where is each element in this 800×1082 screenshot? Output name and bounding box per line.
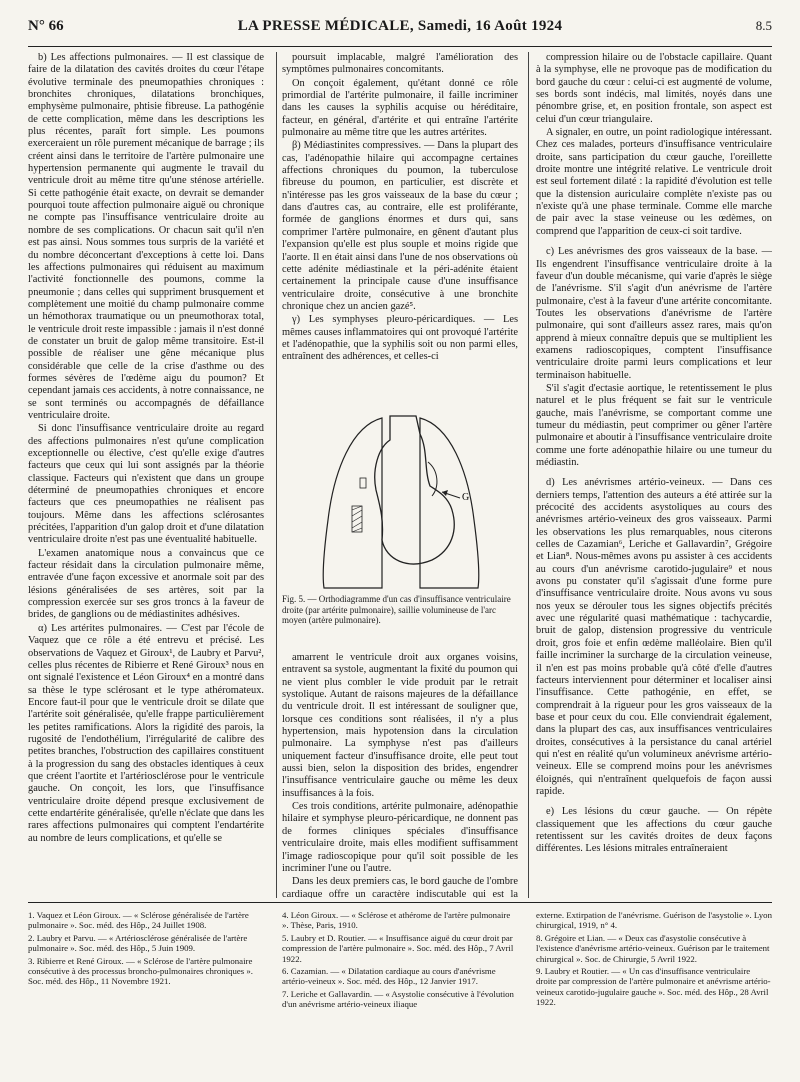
paragraph: α) Les artérites pulmonaires. — C'est par l'école de Vaquez que ce rôle a été entrevu et précisé. Les observations de Vaquez et Giroux¹, de Laubry et Parvu², celles plus récentes de Ribierre et René Giroux³ nous en ont signalé l'existence et Léon Giroux⁴ en a montré dans sa thèse le type sclérosant et le type athéromateux. Encore faut-il pour que le ventricule droit se dilate que l'artérite soit généralisée, qu'elle frappe particulièrement les petites ramifications. Alors la rigidité des parois, la rugosité de l'endothélium, l'irrégularité de calibre des petites branches, l'obstruction des capillaires constituent à la progression du sang des obstacles identiques à ceux que créent l'aortite et l'artériosclérose pour le ventricule gauche. On conçoit, les lors, que l'insuffisance ventriculaire droite dépend presque exclusivement de cette endartérite généralisée, qu'elle n'éclate que dans les rares affections pulmonaires qui comptent l'endartérite au nombre de leurs complications, et qu'elle se — [28, 622, 264, 844]
page-reference: 8.5 — [755, 18, 772, 33]
cardiac-shadow — [375, 416, 454, 564]
footnote: 8. Grégoire et Lian. — « Deux cas d'asystolie consécutive à l'existence d'anévrisme artério-veineux. Guérison par le traitement chirurgical ». Soc. de Chirurgie, 5 Avril 1922. — [536, 932, 770, 964]
label-g: G — [462, 492, 470, 503]
figure-caption: Fig. 5. — Orthodiagramme d'un cas d'insuffisance ventriculaire droite (par artérite pulmonaire), saillie volumineuse de l'arc moyen (artère pulmonaire). — [282, 594, 511, 625]
paragraph: γ) Les symphyses pleuro-péricardiques. — Les mêmes causes inflammatoires qui ont provoqué l'artérite et l'adénopathie, que la syphilis soit ou non parmi elles, entraînent des adhérences, et celles-ci — [282, 314, 518, 363]
paragraph: On conçoit également, qu'étant donné ce rôle primordial de l'artérite pulmonaire, il faille incriminer dans les causes la syphilis acquise ou héréditaire, facteur, en général, d'artérite et qui entraîne l'artérite pulmonaire au même titre que les autres artérites. — [282, 77, 518, 139]
figure-5 — [282, 410, 518, 648]
footnotes-column-3 — [536, 910, 772, 1010]
paragraph: e) Les lésions du cœur gauche. — On répète classiquement que les affections du cœur gauche retentissent sur les cavités droites de deux façons différentes. Les lésions mitrales entraîneraient — [536, 806, 772, 855]
footnote: externe. Extirpation de l'anévrisme. Guérison de l'asystolie ». Lyon chirurgical, 1919, n° 4. — [536, 910, 772, 931]
footnotes-column-2 — [282, 910, 518, 1012]
paragraph: b) Les affections pulmonaires. — Il est classique de faire de la dilatation des cavités droites du cœur l'étape évolutive terminale des pneumopathies chroniques : bronchites chroniques, dilatations bronchiques, emphysème pulmonaire, phtisie fibreuse. La pathogénie de cette complication, même dans les descriptions les plus récentes, paraît fort simple. Les poumons exerceraient un rôle purement mécanique de barrage ; ils créent ainsi dans le territoire de l'artère pulmonaire une hypertension permanente qui augmente le travail du ventricule droit au même titre qu'une sténose artérielle. Si cette pathogénie était exacte, on devrait se demander pourquoi toute affection pulmonaire aiguë ou chronique ne compte pas l'insuffisance ventriculaire droite au nombre de ses complications. Or chacun sait qu'il n'en est pas ainsi. Nous sommes tous surpris de la variété et du nombre déconcertant d'exceptions à cette loi. Dans les affections pulmonaires qui réduisent au maximum l'activité fonctionnelle des poumons, comme la pneumonie ; dans celles qui suppriment brusquement et complètement une moitié du champ pulmonaire comme un hémothorax traumatique ou un pneumothorax total, le ventricule droit reste impassible : jamais il n'est donné de constater un bruit de galop même transitoire. Est-il possible de réaliser une gêne mécanique plus considérable que celle de la crise d'asthme ou des formes sévères de l'œdème aigu du poumon? Et cependant jamais ces accidents, à notre connaissance, ne se sont terminés ou accompagnés de défaillance ventriculaire droite. — [28, 52, 264, 421]
paragraph: Ces trois conditions, artérite pulmonaire, adénopathie hilaire et symphyse pleuro-péricardique, ne donnent pas de formes cliniques spéciales d'insuffisance ventriculaire droite, mais elles modifient suffisamment l'image radioscopique pour qu'il soit possible de les incriminer l'une ou l'autre. — [282, 801, 518, 874]
left-lung-outline — [323, 418, 382, 588]
footnote: 5. Laubry et D. Routier. — « Insuffisance aiguë du cœur droit par compression de l'artère pulmonaire ». Soc. méd. des Hôp., 7 Avril 1922. — [282, 932, 514, 964]
paragraph: A signaler, en outre, un point radiologique intéressant. Chez ces malades, porteurs d'insuffisance ventriculaire droite, sans participation du cœur gauche, l'oreillette droite montre une intégrité relative. Le ventricule droit est seul fortement dilaté : la rapidité d'évolution est telle que la distension auriculaire complète n'existe pas ou n'existe qu'à une phase terminale. Comme elle marche de pair avec la stase veineuse ou les œdèmes, on comprend que l'apparition de ceux-ci soit tardive. — [536, 127, 772, 237]
paragraph: Dans les deux premiers cas, le bord gauche de l'ombre cardiaque offre un caractère indiscutable qui est la — [282, 876, 518, 898]
footnote: 7. Leriche et Gallavardin. — « Asystolie consécutive à l'évolution d'un anévrisme artério-veineux iliaque — [282, 988, 514, 1010]
column-2-bottom — [282, 652, 518, 898]
hilar-shadow — [360, 478, 366, 488]
column-divider — [528, 52, 529, 898]
paragraph: c) Les anévrismes des gros vaisseaux de la base. — Ils engendrent l'insuffisance ventriculaire droite à la faveur d'un double mécanisme, qui varie d'après le siège de l'anévrisme. S'il s'agit d'un anévrisme de l'artère pulmonaire, c'est à la faveur d'une artérite concomitante. Toutes les observations d'anévrisme de l'artère pulmonaire, qui sont d'ailleurs assez rares, mais qu'on apprend à mieux connaître depuis que se multiplient les examens radioscopiques, comptent l'insuffisance ventriculaire droite parmi leurs complications et leur terminaison habituelle. — [536, 246, 772, 381]
paragraph: amarrent le ventricule droit aux organes voisins, entravent sa systole, augmentant la fixité du poumon qui ne vient plus combler le vide produit par le retrait systolique. Autant de raisons majeures de la défaillance du ventricule droit. Il est intéressant de souligner que, lorsque ces conditions sont réalisées, il n'y a plus hypertension, mais hypotension dans la circulation pulmonaire. La symphyse n'est pas d'ailleurs uniquement facteur d'insuffisance droite, elle peut tout aussi bien, selon la disposition des brides, engendrer l'insuffisance ventriculaire gauche ou même les deux insuffisances à la fois. — [282, 652, 518, 799]
footnote: 4. Léon Giroux. — « Sclérose et athérome de l'artère pulmonaire ». Thèse, Paris, 1910. — [282, 910, 511, 931]
header-rule — [28, 46, 772, 47]
paragraph: Si donc l'insuffisance ventriculaire droite au regard des affections pulmonaires n'est qu'une complication exceptionnelle ou élective, c'est qu'elle exige d'autres facteurs que ceux qui lui sont assignés par la théorie classique. Facteurs qui n'existent que dans un groupe déterminé de pneumopathies chroniques et encore facteurs que ces pneumopathies ne réalisent pas toujours. Même dans les affections sclérosantes précitées, l'apparition d'un galop droit et d'une dilatation ventriculaire droite n'est pas une éventualité habituelle. — [28, 423, 264, 546]
orthodiagram-illustration — [312, 410, 488, 592]
footnotes-rule — [28, 902, 772, 903]
page-number: N° 66 — [28, 18, 64, 34]
footnote: 9. Laubry et Routier. — « Un cas d'insuffisance ventriculaire droite par compression de l'artère pulmonaire et anévrisme artério-veineux carotido-jugulaire gauche ». Soc. méd. des Hôp., 28 Avril 1922. — [536, 966, 771, 1008]
footnote: 6. Cazamian. — « Dilatation cardiaque au cours d'anévrisme artério-veineux ». Soc. méd. des Hôp., 12 Janvier 1917. — [282, 966, 496, 987]
pulmonary-arc — [428, 462, 437, 496]
paragraph: L'examen anatomique nous a convaincus que ce facteur résidait dans la circulation pulmonaire même, entravée d'une façon excessive et anormale soit par des lésions généralisées de ses artères, soit par la compression exercée sur ses gros troncs à la faveur de brides, de ganglions ou de médiastinites adhésives. — [28, 547, 264, 621]
paragraph: poursuit implacable, malgré l'amélioration des symptômes pulmonaires concomitants. — [282, 52, 518, 76]
journal-title: LA PRESSE MÉDICALE, Samedi, 16 Août 1924 — [237, 18, 563, 34]
column-2-top — [282, 52, 518, 404]
footnote: 3. Ribierre et René Giroux. — « Sclérose de l'artère pulmonaire consécutive à des processus broncho-pulmonaires chroniques ». Soc. méd. des Hôp., 11 Novembre 1921. — [28, 955, 253, 987]
footnote: 2. Laubry et Parvu. — « Artériosclérose généralisée de l'artère pulmonaire ». Soc. méd. des Hôp., 5 Juin 1909. — [28, 932, 248, 954]
paragraph: compression hilaire ou de l'obstacle capillaire. Quant à la symphyse, elle ne provoque pas de modification du bord gauche du cœur : celui-ci est augmenté de volume, ses bords sont indécis, mal limités, noyés dans une pénombre grise, et, en position frontale, son aspect est celui d'un cœur triangulaire. — [536, 52, 772, 125]
footnote: 1. Vaquez et Léon Giroux. — « Sclérose généralisée de l'artère pulmonaire ». Soc. méd. des Hôp., 24 Juillet 1908. — [28, 910, 249, 931]
column-divider — [276, 52, 277, 898]
page-header — [28, 18, 772, 42]
paragraph: S'il s'agit d'ectasie aortique, le retentissement le plus naturel et le plus fréquent se fait sur le ventricule gauche, mais l'anévrisme, se comportant comme une tumeur du médiastin, peut comprimer ou gêner l'artère pulmonaire et aboutir à l'insuffisance ventriculaire droite comme une forte adénopathie hilaire ou une tumeur du médiastin. — [536, 382, 772, 468]
column-3 — [536, 52, 772, 898]
paragraph: d) Les anévrismes artério-veineux. — Dans ces derniers temps, l'attention des auteurs a été attirée sur la précocité des accidents asystoliques au cours des anévrismes artério-veineux des gros vaisseaux. Parmi les observations les plus remarquables, nous citerons celles de Cazamian⁶, Leriche et Gallavardin⁷, Grégoire et Lian⁸. Nous-mêmes avons pu assister à ces accidents au cours d'un anévrisme carotido-jugulaire⁹ et nous avons pu constater qu'il s'agissait d'une forme pure d'insuffisance ventriculaire droite. Nous avons vu sous nos yeux se dérouler tous les signes objectifs précités avec une régularité quasi mathématique : tachycardie, bruit de galop, distension progressive du ventricule droit, gros foie et enfin œdème malléolaire. Bien qu'il faille incriminer la surcharge de la circulation veineuse, il n'en est pas moins probable qu'à côté d'elle d'autres facteurs interviennent pour déterminer et localiser ainsi l'insuffisance. Cette pathogénie, en effet, se comprendrait à la rigueur pour les gros vaisseaux de la base et pour ceux du cou. Elle conviendrait également, dans la plupart des cas, aux insuffisances ventriculaires droites, consécutives à la persistance du canal artériel qui n'est en réalité qu'un volumineux anévrisme artério-veineux. Elle se comprend moins pour les anévrismes éloignés, qui n'entraînent quelquefois de façon aussi rapide. — [536, 477, 772, 797]
paragraph: β) Médiastinites compressives. — Dans la plupart des cas, l'adénopathie hilaire qui accompagne certaines affections chroniques du poumon, la tuberculose fibreuse du poumon, en particulier, est discrète et n'intéresse pas les gros vaisseaux de la base du cœur ; dans d'autres cas, au contraire, elle est proliférante, formée de ganglions énormes et durs qui, sans comprimer l'artère pulmonaire, en gênent d'autant plus l'expansion qu'elle est plus souple et moins rigide que l'aorte. Il en était ainsi dans l'une de nos observations où cette adénite médiastinale et la péri-adénite étaient certainement la principale cause d'une insuffisance ventriculaire droite, consécutive à une bronchite chronique chez un ancien gazé⁵. — [282, 140, 518, 312]
footnotes-column-1 — [28, 910, 264, 989]
column-1 — [28, 52, 264, 898]
